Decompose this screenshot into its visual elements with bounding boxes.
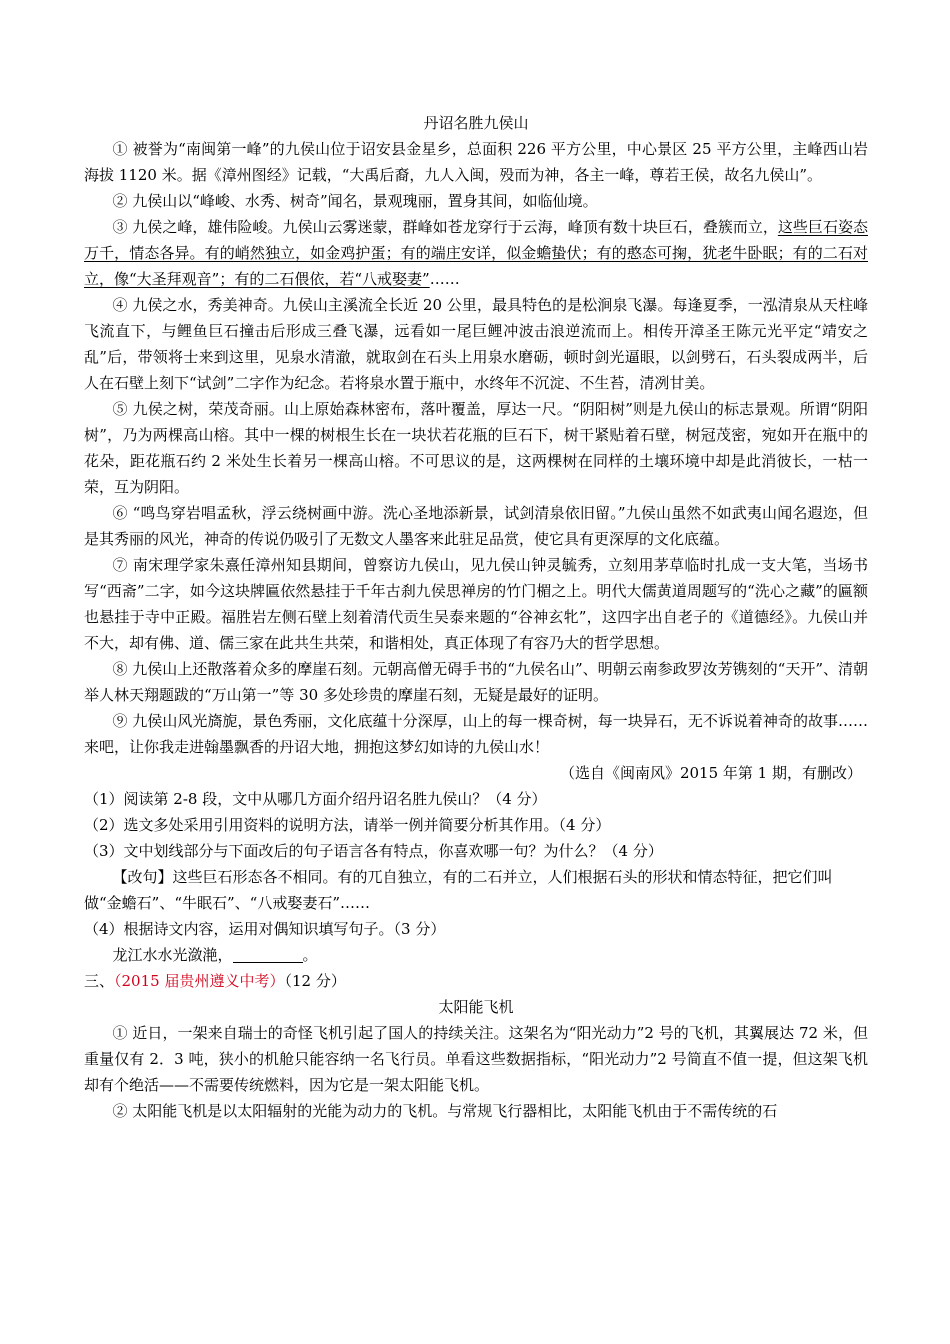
article-2-paragraph-1: ① 近日，一架来自瑞士的奇怪飞机引起了国人的持续关注。这架名为“阳光动力”2 号的飞机，其翼展达 72 米，但重量仅有 2．3 吨，狭小的机舱只能容纳一名飞行员。单看这些数据指标，“阳光动力”2 号简直不值一提，但这架飞机却有个绝活——不需要传统燃料，因为它是一架太阳能飞机。 — [84, 1024, 868, 1094]
paragraph-2: ② 九侯山以“峰峻、水秀、树奇”闻名，景观瑰丽，置身其间，如临仙境。 — [112, 192, 598, 210]
paragraph-8: ⑧ 九侯山上还散落着众多的摩崖石刻。元朝高僧无碍手书的“九侯名山”、明朝云南参政罗汝芳镌刻的“天开”、清朝举人林天翔题跋的“万山第一”等 30 多处珍贵的摩崖石刻，无疑是最好的证明。 — [84, 660, 868, 704]
paragraph-1: ① 被誉为“南闽第一峰”的九侯山位于诏安县金星乡，总面积 226 平方公里，中心景区 25 平方公里，主峰西山岩海拔 1120 米。据《漳州图经》记载，“大禹后裔，九人入闽，殁而为神，各主一峰，尊若王侯，故名九侯山”。 — [84, 140, 868, 184]
question-4: （4）根据诗文内容，运用对偶知识填写句子。（3 分） — [84, 920, 446, 938]
article-2-paragraph-2: ② 太阳能飞机是以太阳辐射的光能为动力的飞机。与常规飞行器相比，太阳能飞机由于不需传统的石 — [112, 1102, 778, 1120]
paragraph-7: ⑦ 南宋理学家朱熹任漳州知县期间，曾察访九侯山，见九侯山钟灵毓秀，立刻用茅草临时扎成一支大笔，当场书写“西斋”二字，如今这块牌匾依然悬挂于千年古刹九侯思禅房的竹门楣之上。明代大儒黄道周题写的“洗心之藏”的匾额也悬挂于寺中正殿。福胜岩左侧石壁上刻着清代贡生吴泰来题的“谷神玄牝”，这四字出自老子的《道德经》。九侯山并不大，却有佛、道、儒三家在此共生共荣，和谐相处，真正体现了有容乃大的哲学思想。 — [84, 556, 868, 652]
article-title: 丹诏名胜九侯山 — [423, 114, 529, 132]
question-1: （1）阅读第 2-8 段，文中从哪几方面介绍丹诏名胜九侯山？（4 分） — [84, 790, 547, 808]
paragraph-3-intro: ③ 九侯之峰，雄伟险峻。九侯山云雾迷蒙，群峰如苍龙穿行于云海，峰顶有数十块巨石，叠簇而立， — [112, 218, 778, 236]
revised-sentence: 【改句】这些巨石形态各不相同。有的兀自独立，有的二石并立，人们根据石头的形状和情态特征，把它们叫做“金蟾石”、“牛眠石”、“八戒娶妻石”…… — [84, 868, 833, 912]
fill-in-line — [84, 942, 868, 968]
article-source: （选自《闽南风》2015 年第 1 期，有删改） — [559, 764, 862, 782]
paragraph-6: ⑥ “鸣鸟穿岩唱孟秋，浮云绕树画中游。洗心圣地添新景，试剑清泉依旧留。”九侯山虽然不如武夷山闻名遐迩，但是其秀丽的风光，神奇的传说仍吸引了无数文人墨客来此驻足品赏，使它具有更深厚的文化底蕴。 — [84, 504, 868, 548]
fill-end: 。 — [302, 946, 318, 964]
paragraph-3 — [84, 214, 868, 292]
underlined-passage: 这些巨石姿态万千，情态各异。有的峭然独立，如金鸡护蛋；有的端庄安详，似金蟾蛰伏；有的憨态可掬，犹老牛卧眠；有的二石对立，像“大圣拜观音”；有的二石偎依，若“八戒娶妻” — [84, 218, 868, 288]
article-2-title: 太阳能飞机 — [438, 998, 514, 1016]
paragraph-4: ④ 九侯之水，秀美神奇。九侯山主溪流全长近 20 公里，最具特色的是松涧泉飞瀑。每逢夏季，一泓清泉从天柱峰飞流直下，与鲤鱼巨石撞击后形成三叠飞瀑，远看如一尾巨鲤冲波击浪逆流而上。相传开漳圣王陈元光平定“靖安之乱”后，带领将士来到这里，见泉水清澈，就取剑在石头上用泉水磨砺，顿时剑光逼眼，以剑劈石，石头裂成两半，后人在石壁上刻下“试剑”二字作为纪念。若将泉水置于瓶中，水终年不沉淀、不生苔，清冽甘美。 — [84, 296, 868, 392]
answer-blank[interactable] — [233, 944, 303, 963]
question-3: （3）文中划线部分与下面改后的句子语言各有特点，你喜欢哪一句？为什么？（4 分） — [84, 842, 663, 860]
fill-prompt: 龙江水水光潋滟， — [112, 946, 233, 964]
paragraph-9: ⑨ 九侯山风光旖旎，景色秀丽，文化底蕴十分深厚，山上的每一棵奇树，每一块异石，无不诉说着神奇的故事……来吧，让你我走进翰墨飘香的丹诏大地，拥抱这梦幻如诗的九侯山水！ — [84, 712, 868, 756]
section-3-header — [84, 968, 868, 994]
section-source: （2015 届贵州遵义中考） — [114, 972, 285, 990]
question-2: （2）选文多处采用引用资料的说明方法，请举一例并简要分析其作用。（4 分） — [84, 816, 611, 834]
document-page — [84, 110, 868, 1124]
section-score: （12 分） — [284, 972, 346, 990]
section-number: 三、 — [84, 972, 115, 990]
paragraph-5: ⑤ 九侯之树，荣茂奇丽。山上原始森林密布，落叶覆盖，厚达一尺。“阴阳树”则是九侯山的标志景观。所谓“阴阳树”，乃为两棵高山榕。其中一棵的树根生长在一块状若花瓶的巨石下，树干紧贴着石壁，树冠茂密，宛如开在瓶中的花朵，距花瓶石约 2 米处生长着另一棵高山榕。不可思议的是，这两棵树在同样的土壤环境中却是此消彼长，一枯一荣，互为阴阳。 — [84, 400, 868, 496]
ellipsis: …… — [429, 270, 460, 288]
